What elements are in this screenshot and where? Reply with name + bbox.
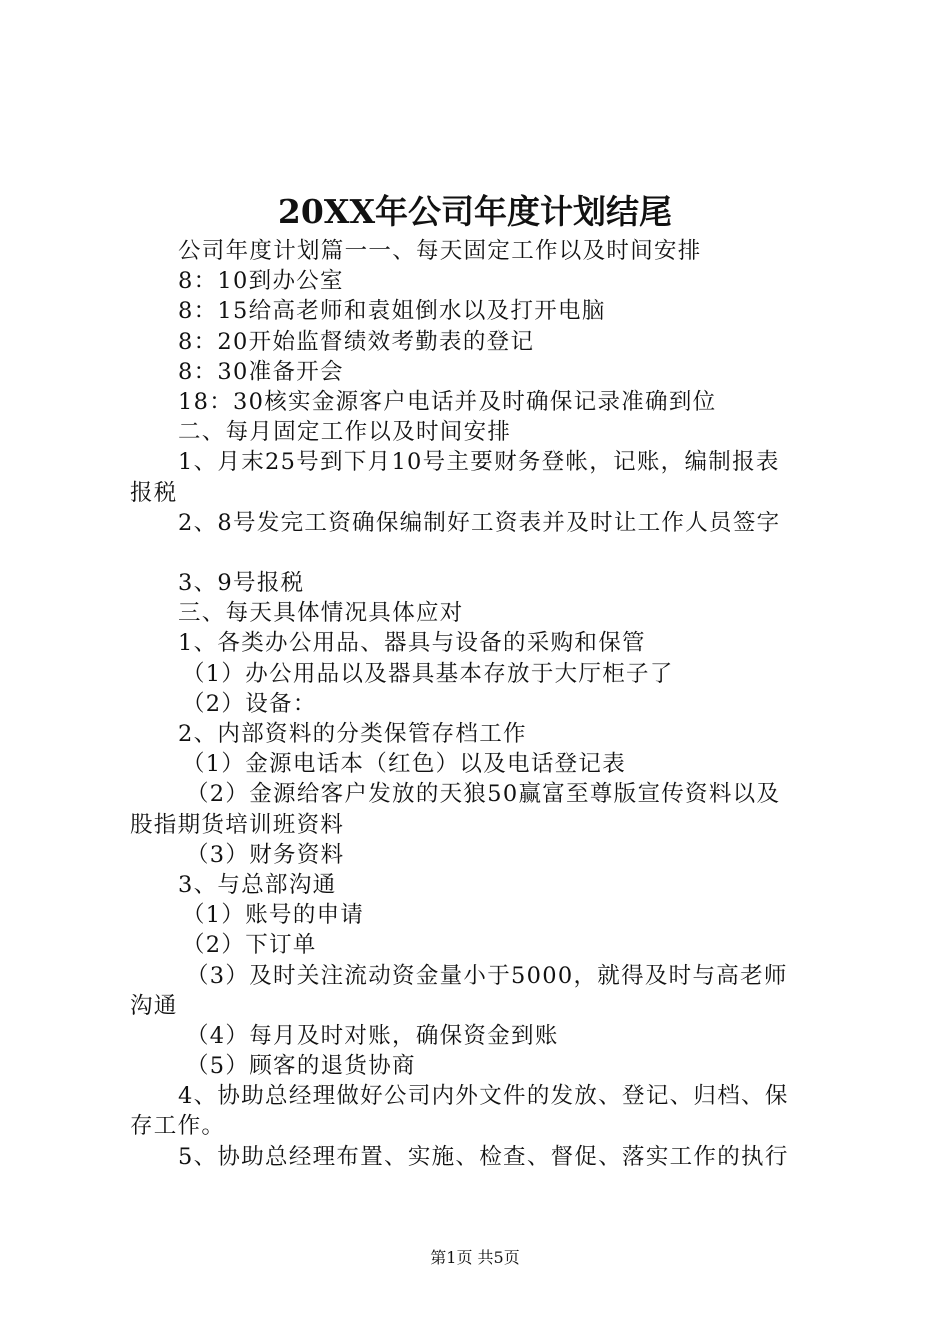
paragraph-line: （1）金源电话本（红色）以及电话登记表 (182, 751, 627, 778)
paragraph-line: 3、9号报税 (178, 570, 305, 597)
paragraph-line: （5）顾客的退货协商 (186, 1053, 416, 1080)
paragraph-line: 8：10到办公室 (178, 268, 344, 295)
paragraph-line: 股指期货培训班资料 (130, 811, 345, 838)
document-title: 20XX年公司年度计划结尾 (277, 192, 673, 231)
paragraph-line: 3、与总部沟通 (178, 871, 337, 898)
paragraph-line: 1、各类办公用品、器具与设备的采购和保管 (178, 630, 646, 657)
paragraph-line: （3）及时关注流动资金量小于5000，就得及时与高老师 (186, 962, 788, 989)
paragraph-line: 公司年度计划篇一一、每天固定工作以及时间安排 (178, 238, 702, 264)
paragraph-line: （1）账号的申请 (182, 902, 365, 929)
paragraph-line: （1）办公用品以及器具基本存放于大厅柜子了 (182, 660, 674, 687)
paragraph-line: 8：20开始监督绩效考勤表的登记 (178, 328, 535, 355)
document-body (130, 236, 830, 1172)
blank-line (130, 538, 830, 568)
paragraph-line: （2）设备： (182, 690, 317, 717)
page-footer: 第1页 共5页 (430, 1248, 520, 1267)
paragraph-line: 2、8号发完工资确保编制好工资表并及时让工作人员签字 (178, 509, 781, 536)
paragraph-line: 三、每天具体情况具体应对 (178, 600, 464, 627)
paragraph-line: 二、每月固定工作以及时间安排 (178, 419, 512, 446)
paragraph-line: 2、内部资料的分类保管存档工作 (178, 721, 527, 747)
paragraph-line: 存工作。 (130, 1113, 226, 1140)
paragraph-line: 8：30准备开会 (178, 358, 344, 385)
paragraph-line: 沟通 (130, 992, 178, 1019)
paragraph-line: （2）下订单 (182, 932, 317, 959)
paragraph-line: 18：30核实金源客户电话并及时确保记录准确到位 (178, 388, 717, 415)
paragraph-line: （2）金源给客户发放的天狼50赢富至尊版宣传资料以及 (186, 781, 781, 808)
paragraph-line: （4）每月及时对账，确保资金到账 (186, 1022, 559, 1049)
paragraph-line: 报税 (130, 479, 178, 506)
paragraph-line: 5、协助总经理布置、实施、检查、督促、落实工作的执行 (178, 1143, 789, 1170)
paragraph-line: 4、协助总经理做好公司内外文件的发放、登记、归档、保 (178, 1083, 789, 1110)
paragraph-line: 8：15给高老师和袁姐倒水以及打开电脑 (178, 298, 606, 325)
paragraph-line: 1、月末25号到下月10号主要财务登帐，记账，编制报表 (178, 449, 780, 476)
paragraph-line: （3）财务资料 (186, 841, 345, 868)
